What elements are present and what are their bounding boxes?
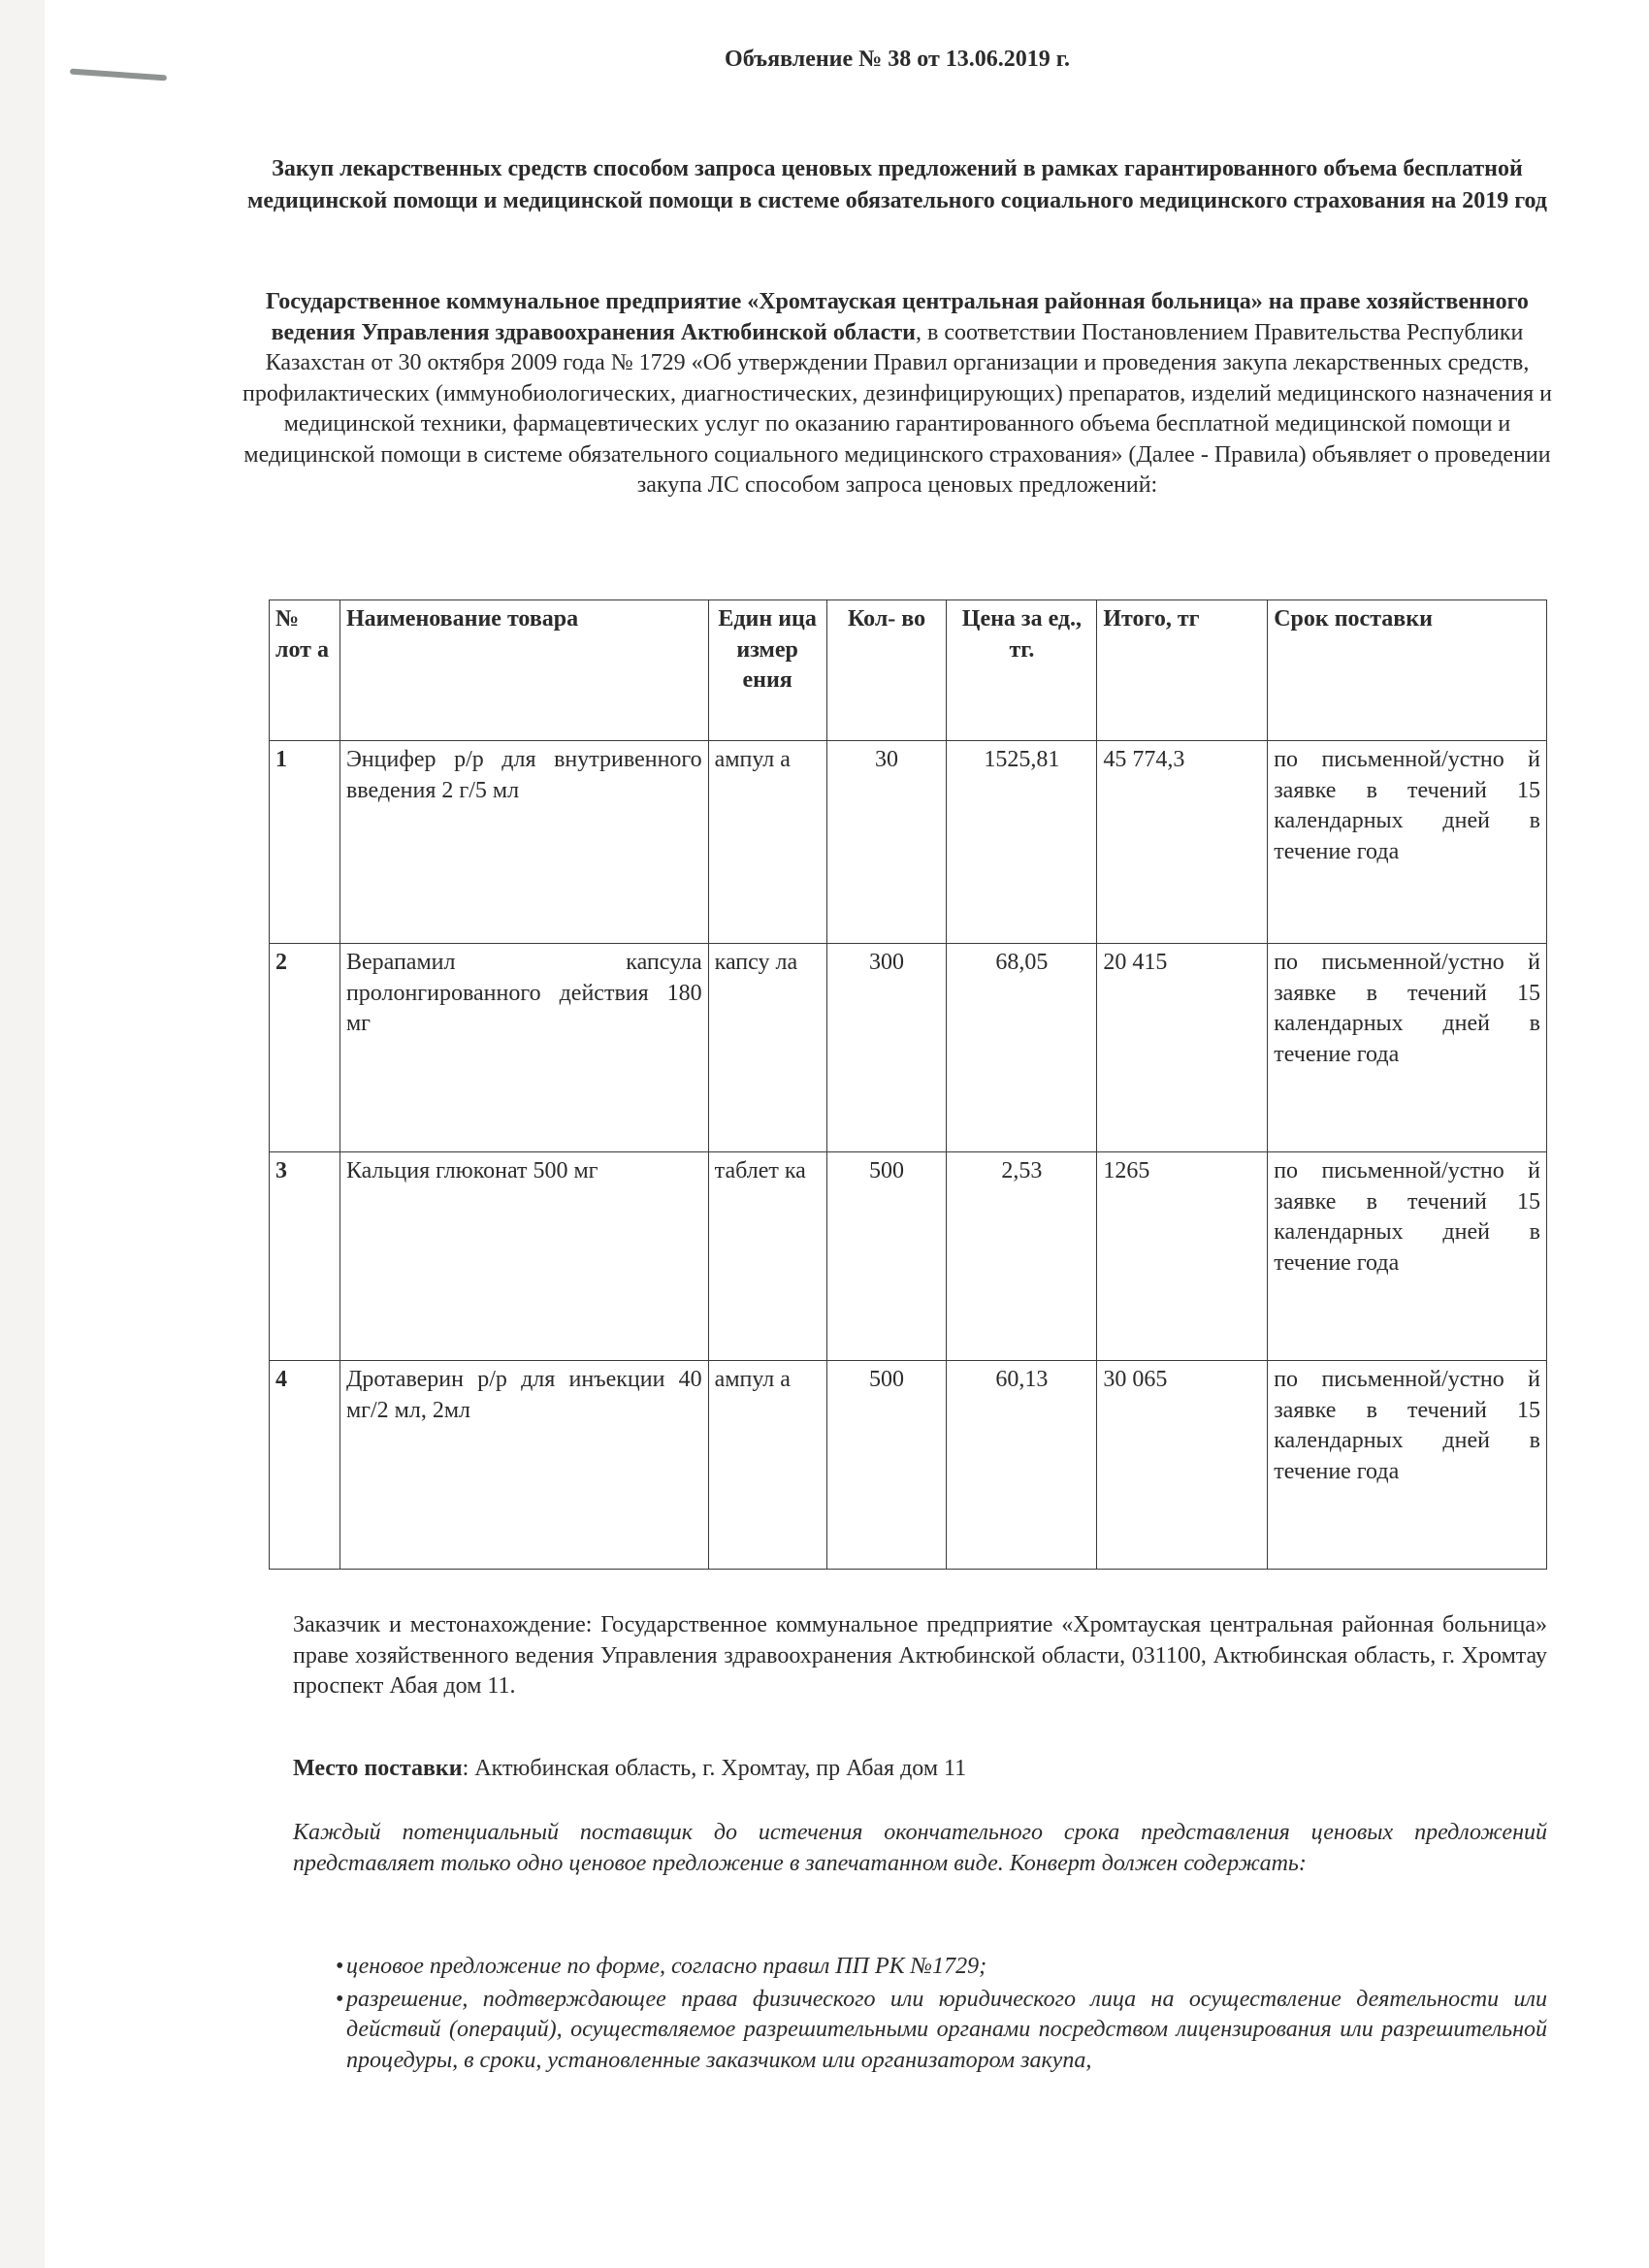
pen-mark <box>70 69 167 81</box>
list-item: • ценовое предложение по форме, согласно правил ПП РК №1729; <box>293 1952 1547 1983</box>
cell-price: 1525,81 <box>947 741 1097 944</box>
cell-lot-no: 2 <box>270 944 340 1152</box>
delivery-place-colon: : <box>462 1756 475 1781</box>
header-lot-no: № лот а <box>270 600 340 741</box>
list-item: • разрешение, подтверждающее права физического или юридического лица на осуществление деятельности или действий (операций), осуществляемое разрешительными органами посредством лицензирования или разрешительной процедуры, в сроки, установленные заказчиком или организатором закупа, <box>293 1985 1547 2077</box>
customer-paragraph: Заказчик и местонахождение: Государственное коммунальное предприятие «Хромтауская центральная районная больница» праве хозяйственного ведения Управления здравоохранения Актюбинской области, 031100, Актюбинская область, г. Хромтау проспект Абая дом 11. <box>293 1612 1547 1699</box>
intro-text: , в соответствии Постановлением Правительства Республики Казахстан от 30 октября 2009 года № 1729 «Об утверждении Правил организации и проведения закупа лекарственных средств, профилактических (иммунобиологических, диагностических, дезинфицирующих) препаратов, изделий медицинского назначения и медицинской техники, фармацевтических услуг по оказанию гарантированного объема бесплатной медицинской помощи и медицинской помощи в системе обязательного социального медицинского страхования» (Далее - Правила) объявляет о проведении закупа ЛС способом запроса ценовых предложений: <box>242 319 1552 498</box>
cell-name: Верапамил капсула пролонгированного действия 180 мг <box>340 944 708 1152</box>
cell-name: Дротаверин р/р для инъекции 40 мг/2 мл, 2мл <box>340 1361 708 1570</box>
table-header-row <box>270 600 1547 741</box>
table-row <box>270 741 1547 944</box>
announcement-subtitle: Закуп лекарственных средств способом запроса ценовых предложений в рамках гарантированного объема бесплатной медицинской помощи и медицинской помощи в системе обязательного социального медицинского страхования на 2019 год <box>247 156 1547 213</box>
cell-qty: 30 <box>826 741 947 944</box>
announcement-title: Объявление № 38 от 13.06.2019 г. <box>725 47 1070 72</box>
intro-paragraph <box>242 287 1552 502</box>
cell-price: 2,53 <box>947 1152 1097 1361</box>
instructions-paragraph: Каждый потенциальный поставщик до истечения окончательного срока представления ценовых предложений представляет только одно ценовое предложение в запечатанном виде. Конверт должен содержать: <box>293 1820 1547 1876</box>
cell-qty: 500 <box>826 1152 947 1361</box>
cell-name: Энцифер р/р для внутривенного введения 2 г/5 мл <box>340 741 708 944</box>
lots-table <box>269 599 1547 1570</box>
cell-total: 20 415 <box>1097 944 1268 1152</box>
delivery-place-label: Место поставки <box>293 1756 463 1781</box>
delivery-place <box>293 1754 1547 1785</box>
header-total: Итого, тг <box>1097 600 1268 741</box>
cell-lot-no: 3 <box>270 1152 340 1361</box>
cell-total: 1265 <box>1097 1152 1268 1361</box>
requirements-list <box>293 1952 1547 2078</box>
cell-delivery: по письменной/устно й заявке в течений 15 календарных дней в течение года <box>1268 741 1547 944</box>
delivery-place-value: Актюбинская область, г. Хромтау, пр Абая дом 11 <box>474 1756 967 1781</box>
header-price: Цена за ед., тг. <box>947 600 1097 741</box>
cell-qty: 300 <box>826 944 947 1152</box>
cell-lot-no: 4 <box>270 1361 340 1570</box>
intro-organization: Государственное коммунальное предприятие «Хромтауская центральная районная больница» на праве хозяйственного ведения Управления здравоохранения Актюбинской области <box>266 289 1529 345</box>
header-name: Наименование товара <box>340 600 708 741</box>
header-unit: Един ица измер ения <box>708 600 826 741</box>
table-row <box>270 1152 1547 1361</box>
cell-delivery: по письменной/устно й заявке в течений 15 календарных дней в течение года <box>1268 1361 1547 1570</box>
cell-unit: капсу ла <box>708 944 826 1152</box>
cell-name: Кальция глюконат 500 мг <box>340 1152 708 1361</box>
cell-lot-no: 1 <box>270 741 340 944</box>
cell-delivery: по письменной/устно й заявке в течений 15 календарных дней в течение года <box>1268 1152 1547 1361</box>
cell-delivery: по письменной/устно й заявке в течений 15 календарных дней в течение года <box>1268 944 1547 1152</box>
table-row <box>270 944 1547 1152</box>
table-row <box>270 1361 1547 1570</box>
cell-price: 60,13 <box>947 1361 1097 1570</box>
cell-unit: ампул а <box>708 741 826 944</box>
cell-total: 45 774,3 <box>1097 741 1268 944</box>
cell-unit: ампул а <box>708 1361 826 1570</box>
header-qty: Кол- во <box>826 600 947 741</box>
cell-unit: таблет ка <box>708 1152 826 1361</box>
header-delivery: Срок поставки <box>1268 600 1547 741</box>
cell-total: 30 065 <box>1097 1361 1268 1570</box>
scan-edge <box>0 0 45 2268</box>
cell-price: 68,05 <box>947 944 1097 1152</box>
cell-qty: 500 <box>826 1361 947 1570</box>
